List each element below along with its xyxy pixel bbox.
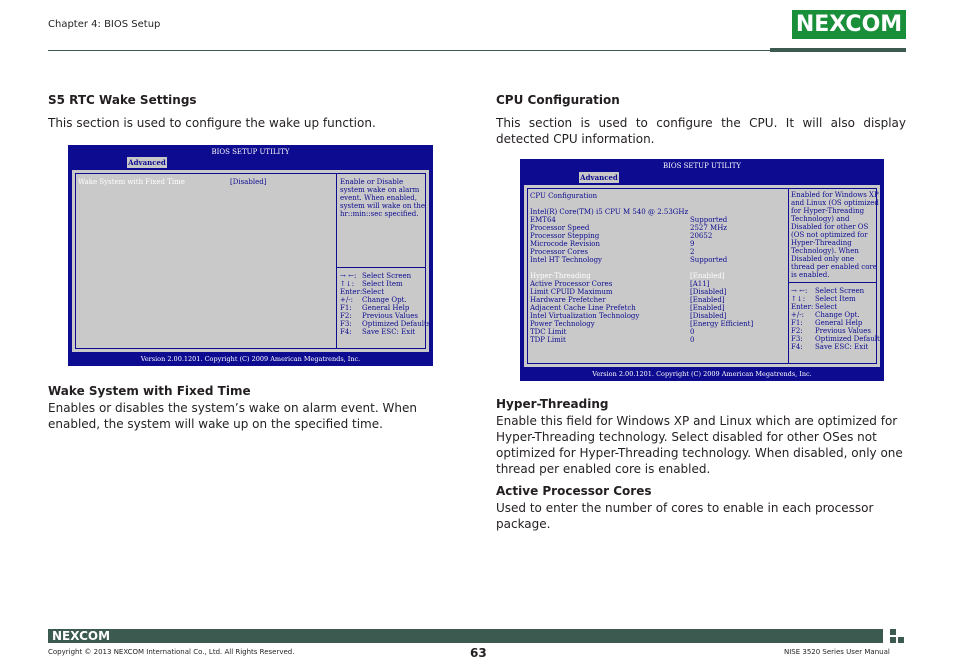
footer-logo: NEXCOM: [52, 629, 111, 643]
bios-tab-advanced: Advanced: [128, 158, 166, 167]
header-rule: [48, 50, 770, 51]
cpu-setting-value: [Disabled]: [690, 312, 727, 320]
bios-screenshot-s5rtc: [68, 145, 433, 366]
footer-square: [898, 637, 904, 643]
bios-key-4: F1:: [340, 304, 352, 312]
bios-help-text: Enable or Disable system wake on alarm event. When enabled, system will wake on the hr::min::sec specified.: [340, 178, 426, 218]
cpu-name: Intel(R) Core(TM) i5 CPU M 540 @ 2.53GHz: [530, 208, 689, 216]
bios-key-4-desc: General Help: [362, 304, 410, 312]
bios-help-text: Enabled for Windows XP and Linux (OS optimized for Hyper-Threading Technology) and Disabled for other OS (OS not optimized for Hyper-Threading Technology). When Disabled only one thread per enabled core is enabled.: [791, 191, 879, 279]
cpu-setting-value: 0: [690, 328, 695, 336]
bios-key-5: F2:: [791, 327, 803, 335]
bios-title: BIOS SETUP UTILITY: [211, 148, 290, 156]
bios-key-6: F3:: [791, 335, 803, 343]
wake-system-heading: Wake System with Fixed Time: [48, 384, 251, 398]
bios-key-1-desc: Select Item: [815, 295, 856, 303]
cpu-setting-label: TDC Limit: [530, 328, 567, 336]
cpu-setting-value: [Disabled]: [690, 288, 727, 296]
cpu-setting-value: [A11]: [690, 280, 710, 288]
s5-rtc-intro: This section is used to configure the wake up function.: [48, 116, 376, 130]
bios-key-7-desc: Save ESC: Exit: [815, 343, 869, 351]
cpu-info-value: Supported: [690, 216, 728, 224]
bios-key-0-desc: Select Screen: [362, 272, 412, 280]
cpu-info-label: Processor Stepping: [530, 232, 600, 240]
cpu-setting-label: Active Processor Cores: [530, 280, 613, 288]
bios-screenshot-cpu: [520, 159, 884, 381]
bios-main-panel: [71, 169, 430, 353]
bios-key-7: F4:: [791, 343, 803, 351]
s5-rtc-heading: S5 RTC Wake Settings: [48, 93, 197, 107]
cpu-setting-label: Limit CPUID Maximum: [530, 288, 613, 296]
cpu-info-label: Processor Speed: [530, 224, 590, 232]
bios-help-separator: [336, 267, 426, 268]
bios-key-6-desc: Optimized Defaults: [362, 320, 431, 328]
bios-footer: Version 2.00.1201. Copyright (C) 2009 American Megatrends, Inc.: [140, 355, 361, 363]
cpu-setting-value: 0: [690, 336, 695, 344]
bios-item-value: [Disabled]: [230, 178, 267, 186]
cpu-info-value: 2527 MHz: [690, 224, 727, 232]
copyright: Copyright © 2013 NEXCOM International Co., Ltd. All Rights Reserved.: [48, 648, 295, 656]
bios-key-1: ↑↓:: [791, 295, 806, 303]
logo-text: NEXCOM: [795, 11, 903, 37]
cpu-setting-value: [Enabled]: [690, 304, 725, 312]
cpu-info-label: Intel HT Technology: [530, 256, 602, 264]
bios-key-6-desc: Optimized Defaults: [815, 335, 884, 343]
wake-system-desc: Enables or disables the system’s wake on alarm event. When enabled, the system will wake up on the specified time.: [48, 401, 417, 431]
bios-key-2: Enter:: [791, 303, 814, 311]
cpu-setting-value: [Enabled]: [690, 272, 725, 280]
bios-tab-advanced: Advanced: [580, 173, 618, 182]
bios-key-7: F4:: [340, 328, 352, 336]
bios-key-4-desc: General Help: [815, 319, 863, 327]
bios-key-3-desc: Change Opt.: [362, 296, 407, 304]
bios-footer: Version 2.00.1201. Copyright (C) 2009 American Megatrends, Inc.: [592, 370, 812, 378]
active-cores-heading: Active Processor Cores: [496, 484, 652, 498]
bios-key-2-desc: Select: [815, 303, 838, 311]
footer-bar: [48, 629, 883, 643]
bios-key-2-desc: Select: [362, 288, 385, 296]
cpu-setting-label: TDP Limit: [530, 336, 566, 344]
bios-key-1-desc: Select Item: [362, 280, 403, 288]
page-number: 63: [470, 646, 487, 660]
nexcom-logo: [792, 10, 906, 39]
hyper-threading-heading: Hyper-Threading: [496, 397, 609, 411]
cpu-setting-value: [Energy Efficient]: [690, 320, 754, 328]
manual-title: NISE 3520 Series User Manual: [784, 648, 890, 656]
bios-key-3: +/-:: [340, 296, 353, 304]
bios-help-divider: [788, 188, 789, 364]
cpu-info-value: 20652: [690, 232, 713, 240]
bios-key-0: → ←:: [340, 272, 357, 280]
bios-key-5: F2:: [340, 312, 352, 320]
cpu-config-intro: This section is used to configure the CPU. It will also display detected CPU information.: [496, 116, 906, 146]
bios-title: BIOS SETUP UTILITY: [662, 162, 742, 170]
cpu-info-label: Microcode Revision: [530, 240, 601, 248]
cpu-info-value: 2: [690, 248, 695, 256]
active-cores-desc: Used to enter the number of cores to enable in each processor package.: [496, 501, 874, 531]
cpu-setting-label: Intel Virtualization Technology: [530, 312, 640, 320]
bios-item-label: Wake System with Fixed Time: [78, 178, 185, 186]
cpu-setting-label: Adjacent Cache Line Prefetch: [530, 304, 636, 312]
bios-key-4: F1:: [791, 319, 803, 327]
cpu-setting-value: [Enabled]: [690, 296, 725, 304]
cpu-setting-label: Hardware Prefetcher: [530, 296, 606, 304]
cpu-info-value: Supported: [690, 256, 728, 264]
header-rule-thick: [770, 48, 906, 52]
footer-square: [890, 629, 896, 635]
cpu-info-value: 9: [690, 240, 695, 248]
cpu-setting-label: Power Technology: [530, 320, 595, 328]
bios-key-7-desc: Save ESC: Exit: [362, 328, 416, 336]
chapter-title: Chapter 4: BIOS Setup: [48, 19, 161, 30]
bios-key-5-desc: Previous Values: [362, 312, 418, 320]
bios-key-6: F3:: [340, 320, 352, 328]
bios-key-0: → ←:: [791, 287, 808, 295]
bios-key-1: ↑↓:: [340, 280, 355, 288]
bios-help-divider: [336, 173, 337, 349]
bios-main-panel: [523, 184, 884, 368]
bios-key-3: +/-:: [791, 311, 804, 319]
cpu-setting-label: Hyper-Threading: [530, 272, 591, 280]
cpu-info-label: Processor Cores: [530, 248, 588, 256]
bios-key-3-desc: Change Opt.: [815, 311, 860, 319]
bios-help-separator: [788, 282, 877, 283]
cpu-section-title: CPU Configuration: [530, 192, 598, 200]
bios-key-0-desc: Select Screen: [815, 287, 865, 295]
hyper-threading-desc: Enable this field for Windows XP and Linux which are optimized for Hyper-Threading technology. Select disabled for other OSes not optimized for Hyper-Threading technology. When disabled, only one thread per enabled core is enabled.: [496, 414, 903, 476]
bios-key-2: Enter:: [340, 288, 363, 296]
cpu-config-heading: CPU Configuration: [496, 93, 620, 107]
cpu-info-label: EMT64: [530, 216, 556, 224]
bios-key-5-desc: Previous Values: [815, 327, 871, 335]
footer-square: [890, 637, 896, 643]
